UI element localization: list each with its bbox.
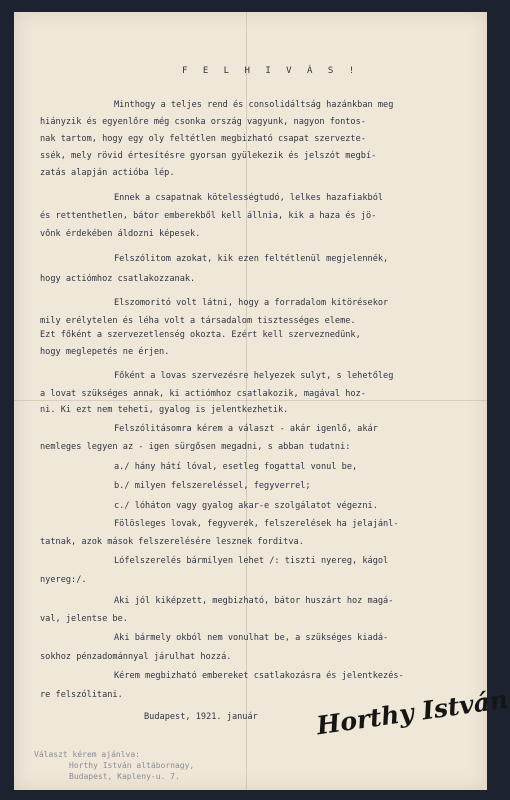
letter-title: F E L H I V Á S ! [182, 66, 360, 76]
text-line: re felszólitani. [40, 690, 123, 700]
text-line: mily erélytelen és léha volt a társadalom tisztességes eleme. [40, 316, 356, 326]
text-line: val, jelentse be. [40, 614, 128, 624]
text-line: Fölösleges lovak, fegyverek, felszerelések ha jelajánl- [114, 519, 399, 529]
text-line: Elszomoritó volt látni, hogy a forradalom kitörésekor [114, 298, 389, 308]
text-line: ni. Ki ezt nem teheti, gyalog is jelentkezhetik. [40, 405, 289, 415]
text-line: nyereg:/. [40, 575, 87, 585]
list-item-b: b./ milyen felszereléssel, fegyverrel; [114, 481, 311, 491]
reply-address-line: Horthy István altábornagy, [69, 761, 195, 770]
text-line: ssék, mely rövid értesítésre gyorsan gyülekezik és jelszót megbí- [40, 151, 377, 161]
fold-crease-horizontal [14, 400, 487, 401]
text-line: Lófelszerelés bármilyen lehet /: tiszti nyereg, kágol [114, 556, 389, 566]
text-line: Aki bármely okból nem vonulhat be, a szükséges kiadá- [114, 633, 389, 643]
handwritten-signature: Horthy István [314, 684, 510, 741]
list-item-c: c./ lóháton vagy gyalog akar-e szolgálatot végezni. [114, 501, 378, 511]
text-line: zatás alapján actióba lép. [40, 168, 175, 178]
text-line: tatnak, azok mások felszerelésére lesznek forditva. [40, 537, 304, 547]
text-line: a lovat szükséges annak, ki actiómhoz csatlakozik, magával hoz- [40, 389, 366, 399]
text-line: nak tartom, hogy egy oly feltétlen megbizható csapat szervezte- [40, 134, 366, 144]
text-line: Kérem megbizható embereket csatlakozásra és jelentkezés- [114, 671, 404, 681]
text-line: nemleges legyen az - igen sürgősen megadni, s abban tudatni: [40, 442, 351, 452]
text-line: Minthogy a teljes rend és consolidáltság hazánkban meg [114, 100, 394, 110]
text-line: Ezt főként a szervezetlenség okozta. Ezért kell szerveznedünk, [40, 330, 361, 340]
text-line: Ennek a csapatnak kötelességtudó, lelkes hazafiakból [114, 193, 384, 203]
text-line: Felszólitásomra kérem a választ - akár igenlő, akár [114, 424, 378, 434]
text-line: vőnk érdekében áldozni képesek. [40, 229, 201, 239]
text-line: és rettenthetlen, bátor emberekből kell állnia, kik a haza és jö- [40, 211, 377, 221]
reply-address-line: Budapest, Kapleny-u. 7. [69, 772, 180, 781]
letter-page [14, 12, 510, 790]
text-line: Főként a lovas szervezésre helyezek sulyt, s lehetőleg [114, 371, 394, 381]
dateline: Budapest, 1921. január [144, 712, 258, 722]
text-line: hogy meglepetés ne érjen. [40, 347, 170, 357]
reply-address-line: Választ kérem ajánlva: [34, 750, 140, 759]
text-line: hiányzik és egyenlőre még csonka ország vagyunk, nagyon fontos- [40, 117, 366, 127]
text-line: hogy actiómhoz csatlakozzanak. [40, 274, 196, 284]
text-line: Felszólitom azokat, kik ezen feltétlenül megjelennék, [114, 254, 389, 264]
text-line: sokhoz pénzadománnyal járulhat hozzá. [40, 652, 232, 662]
list-item-a: a./ hány hátí lóval, esetleg fogattal vonul be, [114, 462, 358, 472]
text-line: Aki jól kiképzett, megbizható, bátor huszárt hoz magá- [114, 596, 394, 606]
